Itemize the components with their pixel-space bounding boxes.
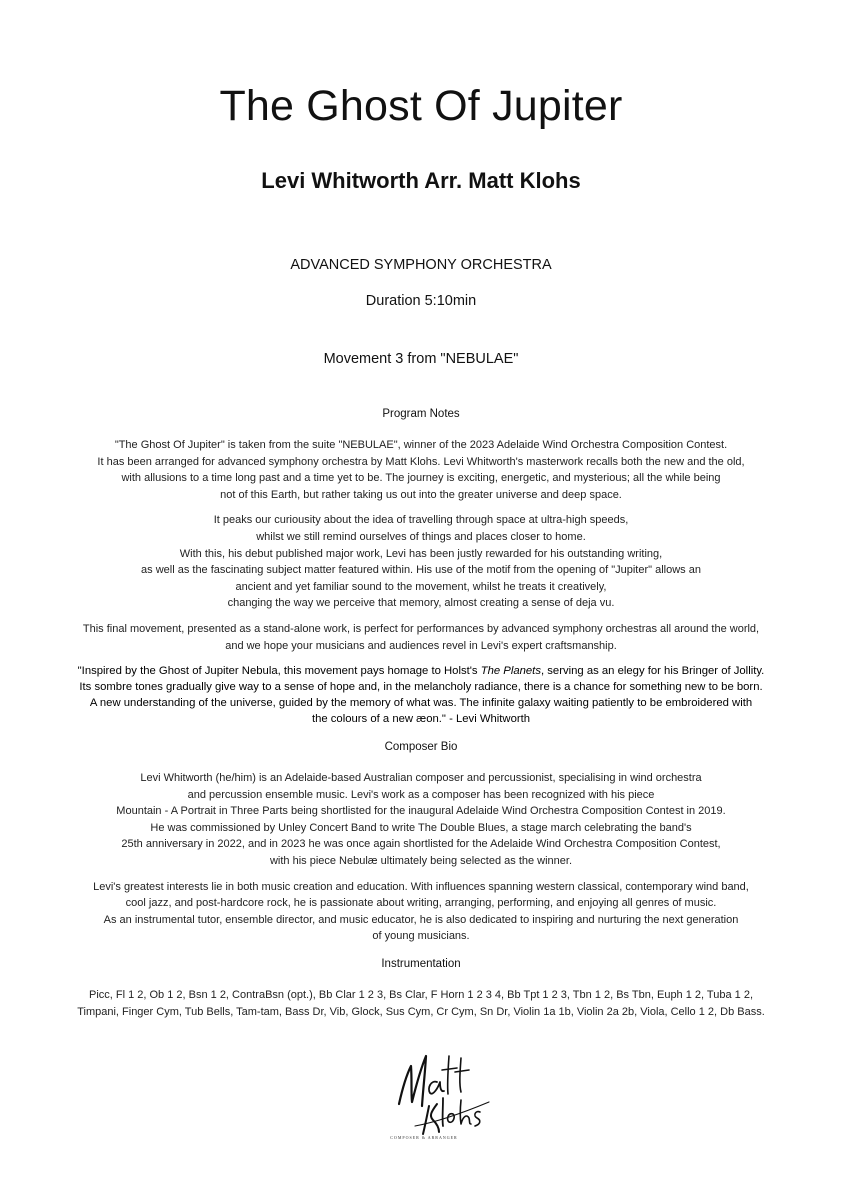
text-line: Picc, Fl 1 2, Ob 1 2, Bsn 1 2, ContraBsn (opt.), Bb Clar 1 2 3, Bs Clar, F Horn 1 2 3 4, Bb Tpt 1 2 3, Tbn 1 2, Bs Tbn, Euph 1 2, Tuba 1 2, (88, 989, 754, 1001)
program-notes-text (0, 437, 842, 736)
text-line: Timpani, Finger Cym, Tub Bells, Tam-tam, Bass Dr, Vib, Glock, Sus Cym, Cr Cym, Sn Dr, Violin 1a 1b, Violin 2a 2b, Viola, Cello 1 2, Db Bass. (77, 1005, 765, 1018)
composer-arranger-subtitle: Levi Whitworth Arr. Matt Klohs (261, 168, 581, 193)
text-line: Mountain - A Portrait in Three Parts being shortlisted for the inaugural Adelaide Wind Orchestra Composition Contest in 2019. (116, 805, 726, 818)
text-line: as well as the fascinating subject matter featured within. His use of the motif from the opening of "Jupiter" allows an (141, 564, 701, 577)
bio-paragraph (0, 770, 842, 870)
italic-work-title: The Planets (480, 665, 541, 678)
text-line: and we hope your musicians and audiences revel in Levi's expert craftsmanship. (225, 639, 617, 652)
text-line: whilst we still remind ourselves of things and places closer to home. (256, 530, 586, 543)
text-line: with his piece Nebulæ ultimately being selected as the winner. (269, 854, 573, 867)
matt-klohs-signature-logo (385, 1046, 495, 1146)
text-line: ancient and yet familiar sound to the movement, whilst he treats it creatively, (235, 580, 607, 593)
instrumentation-heading: Instrumentation (381, 958, 461, 970)
composer-quote (0, 663, 842, 727)
composer-bio-heading: Composer Bio (384, 741, 458, 753)
composer-bio-text (0, 770, 842, 954)
text-line: and percussion ensemble music. Levi's work as a composer has been recognized with his piece (187, 788, 655, 801)
movement-label: Movement 3 from "NEBULAE" (323, 351, 519, 367)
text-line: This final movement, presented as a stand-alone work, is perfect for performances by advanced symphony orchestras all around the world, (82, 622, 760, 635)
program-notes-heading: Program Notes (382, 408, 460, 420)
text-line: It peaks our curiousity about the idea of travelling through space at ultra-high speeds, (213, 514, 629, 527)
text-line: with allusions to a time long past and a time yet to be. The journey is exciting, energetic, and mysterious; all the while being (121, 472, 721, 485)
duration-label: Duration 5:10min (365, 293, 477, 309)
text-line: Levi Whitworth (he/him) is an Adelaide-based Australian composer and percussionist, specialising in wind orchestra (140, 772, 702, 784)
text-line: Its sombre tones gradually give way to a sense of hope and, in the melancholy radiance, there is a chance for something new to be born. (79, 681, 763, 694)
ensemble-label: ADVANCED SYMPHONY ORCHESTRA (290, 257, 552, 273)
text-line: A new understanding of the universe, guided by the memory of what was. The infinite galaxy waiting patiently to be embroidered with (89, 697, 753, 710)
program-notes-paragraph (0, 621, 842, 654)
text-line: Levi's greatest interests lie in both music creation and education. With influences spanning western classical, contemporary wind band, (93, 880, 749, 893)
text-line: not of this Earth, but rather taking us out into the greater universe and deep space. (220, 488, 622, 501)
text-line: the colours of a new æon." - Levi Whitworth (311, 713, 531, 726)
text-line: changing the way we perceive that memory, almost creating a sense of deja vu. (227, 597, 615, 610)
program-notes-paragraph (0, 512, 842, 612)
text-line: It has been arranged for advanced symphony orchestra by Matt Klohs. Levi Whitworth's masterwork recalls both the new and the old, (97, 455, 745, 468)
text-line: He was commissioned by Unley Concert Band to write The Double Blues, a stage march celebrating the band's (150, 821, 692, 834)
bio-paragraph (0, 879, 842, 945)
text-line: , serving as an elegy for his Bringer of Jollity. (540, 665, 765, 678)
signature-icon (385, 1046, 495, 1146)
text-line: cool jazz, and post-hardcore rock, he is passionate about writing, arranging, performing, and enjoying all genres of music. (125, 897, 717, 910)
page-title: The Ghost Of Jupiter (219, 82, 623, 130)
text-line: "Inspired by the Ghost of Jupiter Nebula, this movement pays homage to Holst's (77, 665, 481, 678)
text-line: 25th anniversary in 2022, and in 2023 he was once again shortlisted for the Adelaide Wind Orchestra Composition Contest, (121, 838, 721, 851)
text-line: With this, his debut published major work, Levi has been justly rewarded for his outstanding writing, (179, 547, 663, 560)
text-line: of young musicians. (372, 930, 470, 943)
signature-tagline: COMPOSER & ARRANGER (390, 1135, 458, 1140)
text-line: As an instrumental tutor, ensemble director, and music educator, he is also dedicated to inspiring and nurturing the next generation (103, 913, 739, 926)
instrumentation-list (0, 987, 842, 1020)
text-line: "The Ghost Of Jupiter" is taken from the suite "NEBULAE", winner of the 2023 Adelaide Wind Orchestra Composition Contest. (114, 439, 728, 451)
program-notes-paragraph (0, 437, 842, 503)
